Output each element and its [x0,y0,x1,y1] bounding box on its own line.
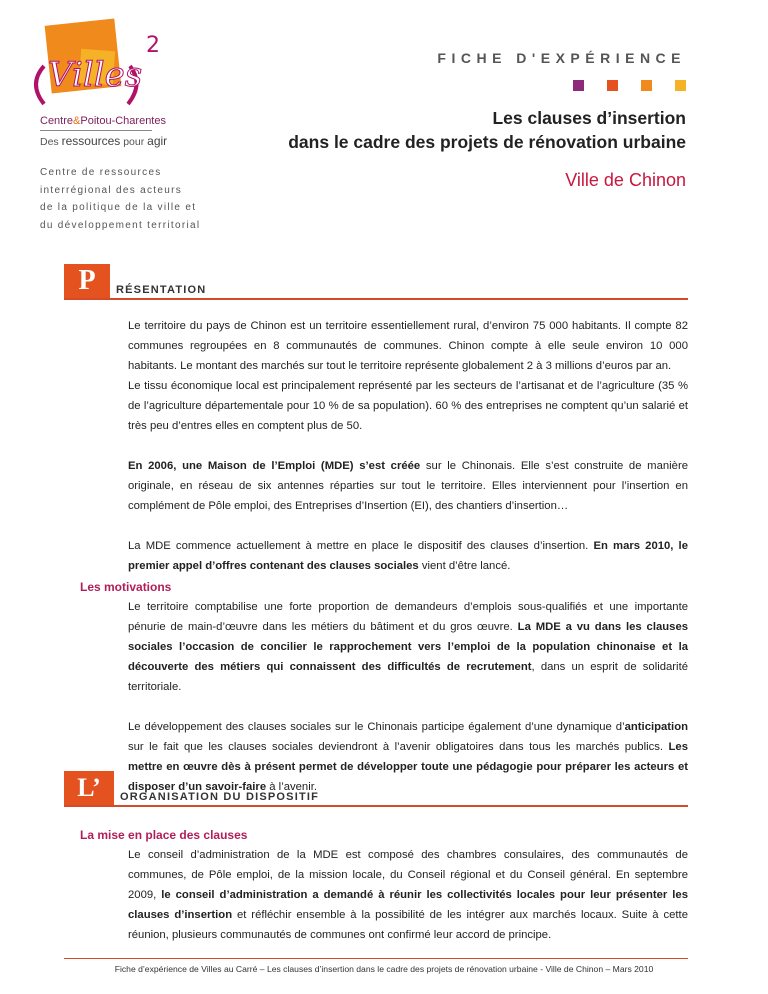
paragraph: En 2006, une Maison de l’Emploi (MDE) s’est créée sur le Chinonais. Elle s’est construite de manière originale, en réseau de six antennes réparties sur tout le territoire. Elles interviennent pour l’insertion en complément de Pôle emploi, des Entreprises d’Insertion (EI), des chantiers d’insertion… [128,460,688,512]
org-tagline: Des ressources pour agir [40,134,168,148]
villes-logo [18,14,168,109]
footer-divider [64,958,688,959]
mise-en-place-text [128,845,688,945]
paragraph: Le développement des clauses sociales sur le Chinonais participe également d’une dynamique d’anticipation sur le fait que les clauses sociales deviendront à l’avenir obligatoires dans tous les marchés publics. Les mettre en œuvre dès à présent permet de développer toute une pédagogie pour préparer les acteurs et disposer d’un savoir-faire à l’avenir. [128,721,688,793]
org-desc-line: de la politique de la ville et [40,202,197,213]
logo-superscript: 2 [146,33,160,58]
section-title: RÉSENTATION [116,284,207,296]
org-desc-line: interrégional des acteurs [40,184,183,196]
org-description [40,164,201,234]
paragraph: La MDE commence actuellement à mettre en place le dispositif des clauses d’insertion. En mars 2010, le premier appel d’offres contenant des clauses sociales vient d’être lancé. [128,540,688,572]
logo-left-paren [36,66,44,104]
color-squares [573,80,686,91]
subheading-mise-en-place: La mise en place des clauses [80,828,248,842]
document-title: Les clauses d’insertion dans le cadre des projets de rénovation urbaine [288,108,686,152]
document-kicker: FICHE D'EXPÉRIENCE [437,50,686,66]
section-initial: L’ [64,771,114,805]
color-square [607,80,618,91]
page-footer: Fiche d’expérience de Villes au Carré – Les clauses d’insertion dans le cadre des projets de rénovation urbaine - Ville de Chinon – Mars 2010 [114,964,654,974]
motivations-text [128,597,688,797]
color-square [573,80,584,91]
org-name: Centre&Poitou-Charentes [40,115,166,127]
paragraph: Le tissu économique local est principalement représenté par les secteurs de l’artisanat et de l’agriculture (35 % de l’agriculture départementale pour 10 % de sa population). 60 % des entreprises ne comptent qu’un salarié et très peu d’entres elles en comptent plus de 50. [128,380,688,432]
org-divider [40,130,152,131]
section-heading-presentation [64,264,688,300]
section-initial: P [64,264,110,298]
paragraph: Le conseil d’administration de la MDE est composé des chambres consulaires, des communautés de communes, de Pôle emploi, de la mission locale, du Conseil régional et du Conseil général. En septembre 2009, le conseil d’administration a demandé à réunir les collectivités locales pour leur présenter les clauses d’insertion et réfléchir ensemble à la possibilité de les intégrer aux marchés locaux. Suite à cette réunion, plusieurs communautés de communes ont confirmé leur accord de principe. [128,849,688,941]
logo-brand-text: Villes [48,55,143,95]
city-name: Ville de Chinon [565,170,686,190]
org-desc-line: Centre de ressources [40,167,162,178]
paragraph: Le territoire du pays de Chinon est un territoire essentiellement rural, d’environ 75 000 habitants. Il compte 82 communes regroupées en 8 communautés de communes. Chinon compte à elle seule environ 10 000 habitants. Le montant des marchés sur tout le territoire représente globalement 2 à 3 millions d’euros par an. [128,320,688,372]
presentation-text [128,316,688,576]
color-square [675,80,686,91]
section-title: ORGANISATION DU DISPOSITIF [120,791,320,803]
paragraph: Le territoire comptabilise une forte proportion de demandeurs d’emplois sous-qualifiés et une importante pénurie de main-d’œuvre dans les métiers du bâtiment et du gros œuvre. La MDE a vu dans les clauses sociales l’occasion de concilier le rapprochement vers l’emploi de la population chinonaise et la découverte des métiers qui connaissent des difficultés de recrutement, dans un esprit de solidarité territoriale. [128,601,689,693]
color-square [641,80,652,91]
subheading-motivations: Les motivations [80,580,172,594]
org-desc-line: du développement territorial [40,219,201,231]
section-heading-organisation [64,771,688,807]
